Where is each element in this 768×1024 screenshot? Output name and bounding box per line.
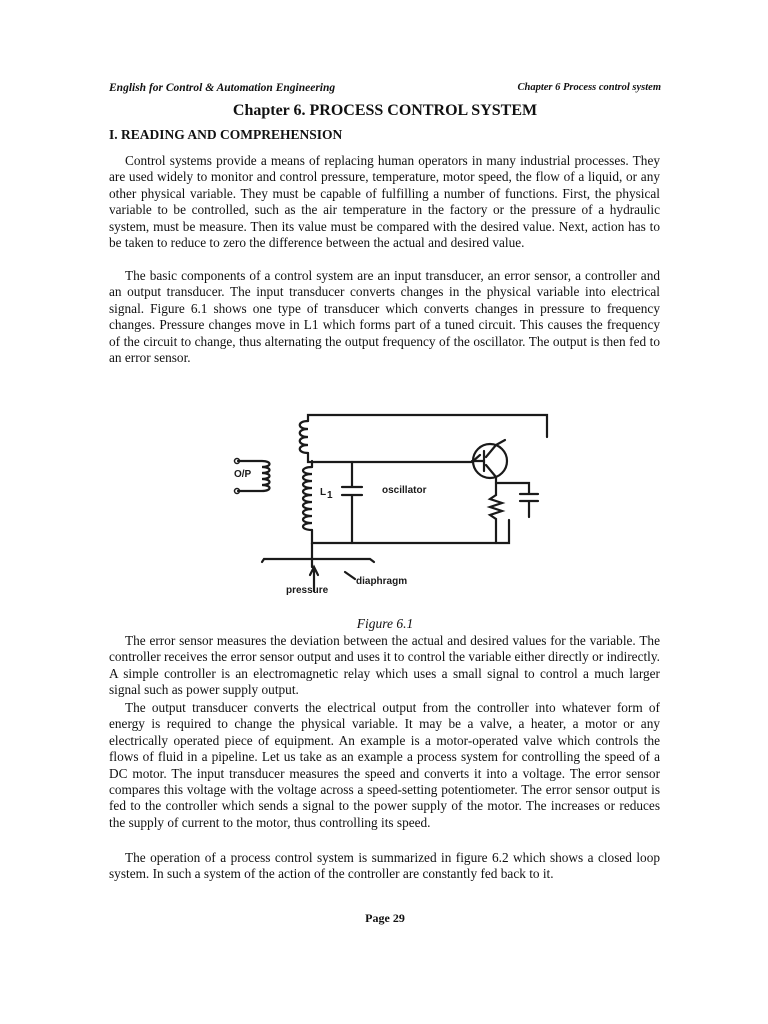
emitter-resistor [490,477,502,543]
diaphragm-pointer [345,572,355,579]
upper-coil [300,421,308,453]
tuning-capacitor [342,462,362,543]
top-feedback-wire [308,415,547,437]
paragraph-output-transducer: The output transducer converts the electrical output from the controller into whatever form of energy is required to change the physical variable. It may be a valve, a heater, a motor or any electrically operated piece of equipment. An example is a motor-operated valve which controls the flows of fluid in a pipeline. Let us take as an example a process system for controlling the speed of a DC motor. The input transducer measures the speed and converts it into a voltage. The error sensor compares this voltage with the voltage across a speed-setting potentiometer. The error sensor output is fed to the controller which sends a signal to the power supply of the motor. The increases or reduces the supply of current to the motor, thus controlling its speed. [109,700,660,830]
header-book-title: English for Control & Automation Engineering [109,82,336,94]
op-label: O/P [234,469,252,480]
diaphragm-label: diaphragm [356,576,408,587]
page-number: Page 29 [365,911,405,925]
paragraph-intro: Control systems provide a means of replacing human operators in many industrial processes. They are used widely to monitor and control pressure, temperature, motor speed, the flow of a liquid, or any other physical variable. They must be capable of fulfilling a number of functions. First, the physical variable to be controlled, such as the air temperature in the factory or the pressure of a hydraulic system, must be measure. Then its value must be compared with the desired value. Next, action has to be taken to reduce to zero the difference between the actual and desired value. [109,153,660,251]
diaphragm-plate [262,559,374,562]
bottom-rail-wire [312,520,509,543]
coil-to-transistor-wire [308,453,480,462]
chapter-title: Chapter 6. PROCESS CONTROL SYSTEM [232,102,538,119]
paragraph-components: The basic components of a control system are an input transducer, an error sensor, a controller and an output transducer. The input transducer converts changes in the physical variable into electrical signal. Figure 6.1 shows one type of transducer which converts changes in pressure to frequency changes. Pressure changes move in L1 which forms part of a tuned circuit. This causes the frequency of the circuit to change, thus alternating the output frequency of the oscillator. The output is then fed to an error sensor. [109,268,660,366]
oscillator-label: oscillator [382,485,427,496]
pressure-label: pressure [286,585,329,596]
inductor-label: L [320,487,327,498]
circuit-diagram [222,395,552,605]
paragraph-error-sensor: The error sensor measures the deviation between the actual and desired values for the variable. The controller receives the error sensor output and uses it to control the variable either directly or indirectly. A simple controller is an electromagnetic relay which uses a small signal to control a much larger signal such as power supply output. [109,633,660,698]
paragraph-closed-loop: The operation of a process control system is summarized in figure 6.2 which shows a closed loop system. In such a system of the action of the controller are constantly fed back to it. [109,850,660,882]
figure-caption: Figure 6.1 [356,616,414,631]
inductor-subscript: 1 [327,490,333,501]
inductor-l1 [303,467,312,530]
header-chapter-title: Chapter 6 Process control system [517,82,661,93]
figure-transducer-circuit [222,395,552,605]
running-header [109,82,661,98]
section-heading: I. READING AND COMPREHENSION [109,127,343,142]
